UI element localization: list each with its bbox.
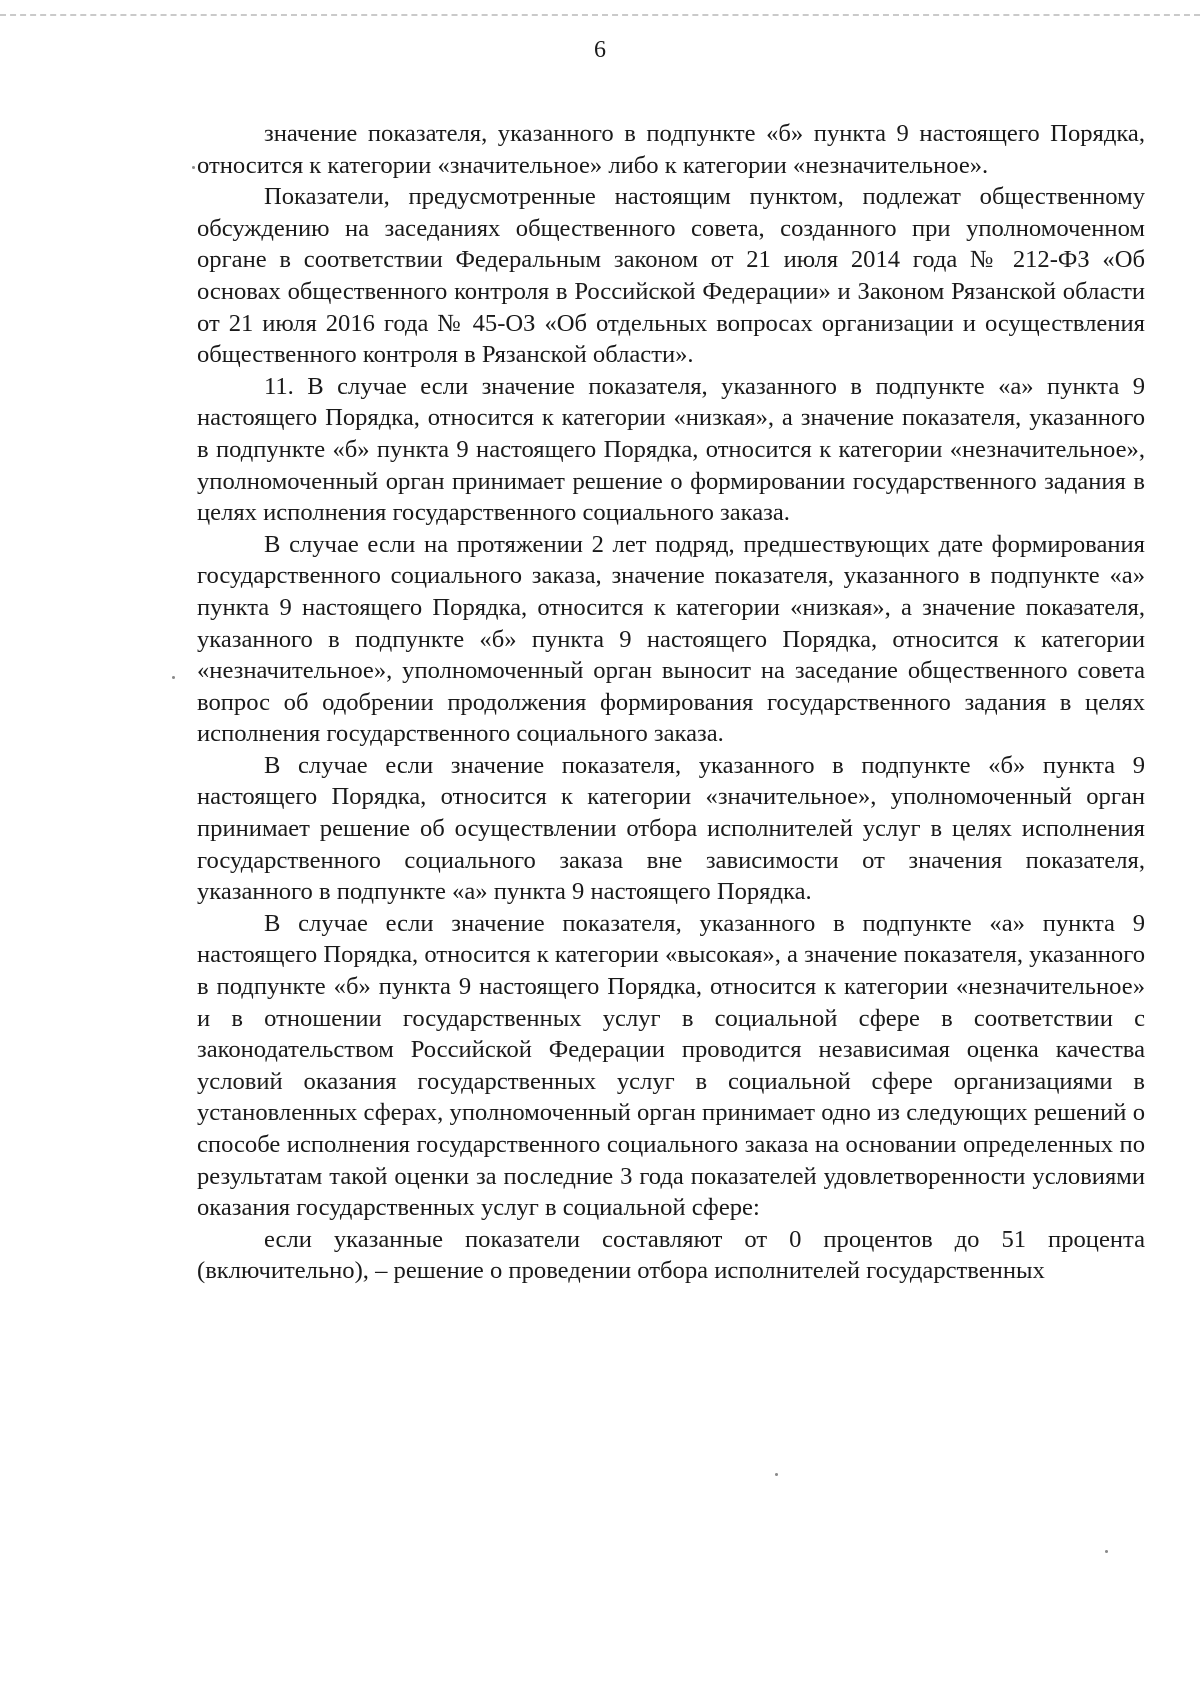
scan-speck [775,1473,778,1476]
paragraph: если указанные показатели составляют от 0 процентов до 51 процента (включительно), – решение о проведении отбора исполнителей государственных [197,1225,1145,1285]
paragraph: В случае если значение показателя, указанного в подпункте «б» пункта 9 настоящего Порядка, относится к категории «значительное», уполномоченный орган принимает решение об осуществлении отбора исполнителей услуг в целях исполнения государственного социального заказа вне зависимости от значения показателя, указанного в подпункте «а» пункта 9 настоящего Порядка. [197,751,1145,906]
document-body [197,118,1145,1287]
paragraph: В случае если значение показателя, указанного в подпункте «а» пункта 9 настоящего Порядка, относится к категории «высокая», а значение показателя, указанного в подпункте «б» пункта 9 настоящего Порядка, относится к категории «незначительное» и в отношении государственных услуг в социальной сфере в соответствии с законодательством Российской Федерации проводится независимая оценка качества условий оказания государственных услуг в социальной сфере организациями в установленных сферах, уполномоченный орган принимает одно из следующих решений о способе исполнения государственного социального заказа на основании определенных по результатам такой оценки за последние 3 года показателей удовлетворенности условиями оказания государственных услуг в социальной сфере: [197,909,1145,1222]
paragraph: В случае если на протяжении 2 лет подряд, предшествующих дате формирования государственного социального заказа, значение показателя, указанного в подпункте «а» пункта 9 настоящего Порядка, относится к категории «низкая», а значение показателя, указанного в подпункте «б» пункта 9 настоящего Порядка, относится к категории «незначительное», уполномоченный орган выносит на заседание общественного совета вопрос об одобрении продолжения формирования государственного задания в целях исполнения государственного социального заказа. [197,530,1145,748]
scan-speck [172,676,175,679]
paragraph: значение показателя, указанного в подпункте «б» пункта 9 настоящего Порядка, относится к категории «значительное» либо к категории «незначительное». [197,120,1145,179]
page-number: 6 [594,37,606,63]
paragraph: Показатели, предусмотренные настоящим пунктом, подлежат общественному обсуждению на заседаниях общественного совета, созданного при уполномоченном органе в соответствии Федеральным законом от 21 июля 2014 года № 212-ФЗ «Об основах общественного контроля в Российской Федерации» и Законом Рязанской области от 21 июля 2016 года № 45-ОЗ «Об отдельных вопросах организации и осуществления общественного контроля в Рязанской области». [197,183,1145,369]
scan-speck [1105,1550,1108,1553]
scan-top-edge [0,14,1200,16]
paragraph: 11. В случае если значение показателя, указанного в подпункте «а» пункта 9 настоящего Порядка, относится к категории «низкая», а значение показателя, указанного в подпункте «б» пункта 9 настоящего Порядка, относится к категории «незначительное», уполномоченный орган принимает решение о формировании государственного задания в целях исполнения государственного социального заказа. [197,372,1145,527]
scan-speck [192,166,195,169]
